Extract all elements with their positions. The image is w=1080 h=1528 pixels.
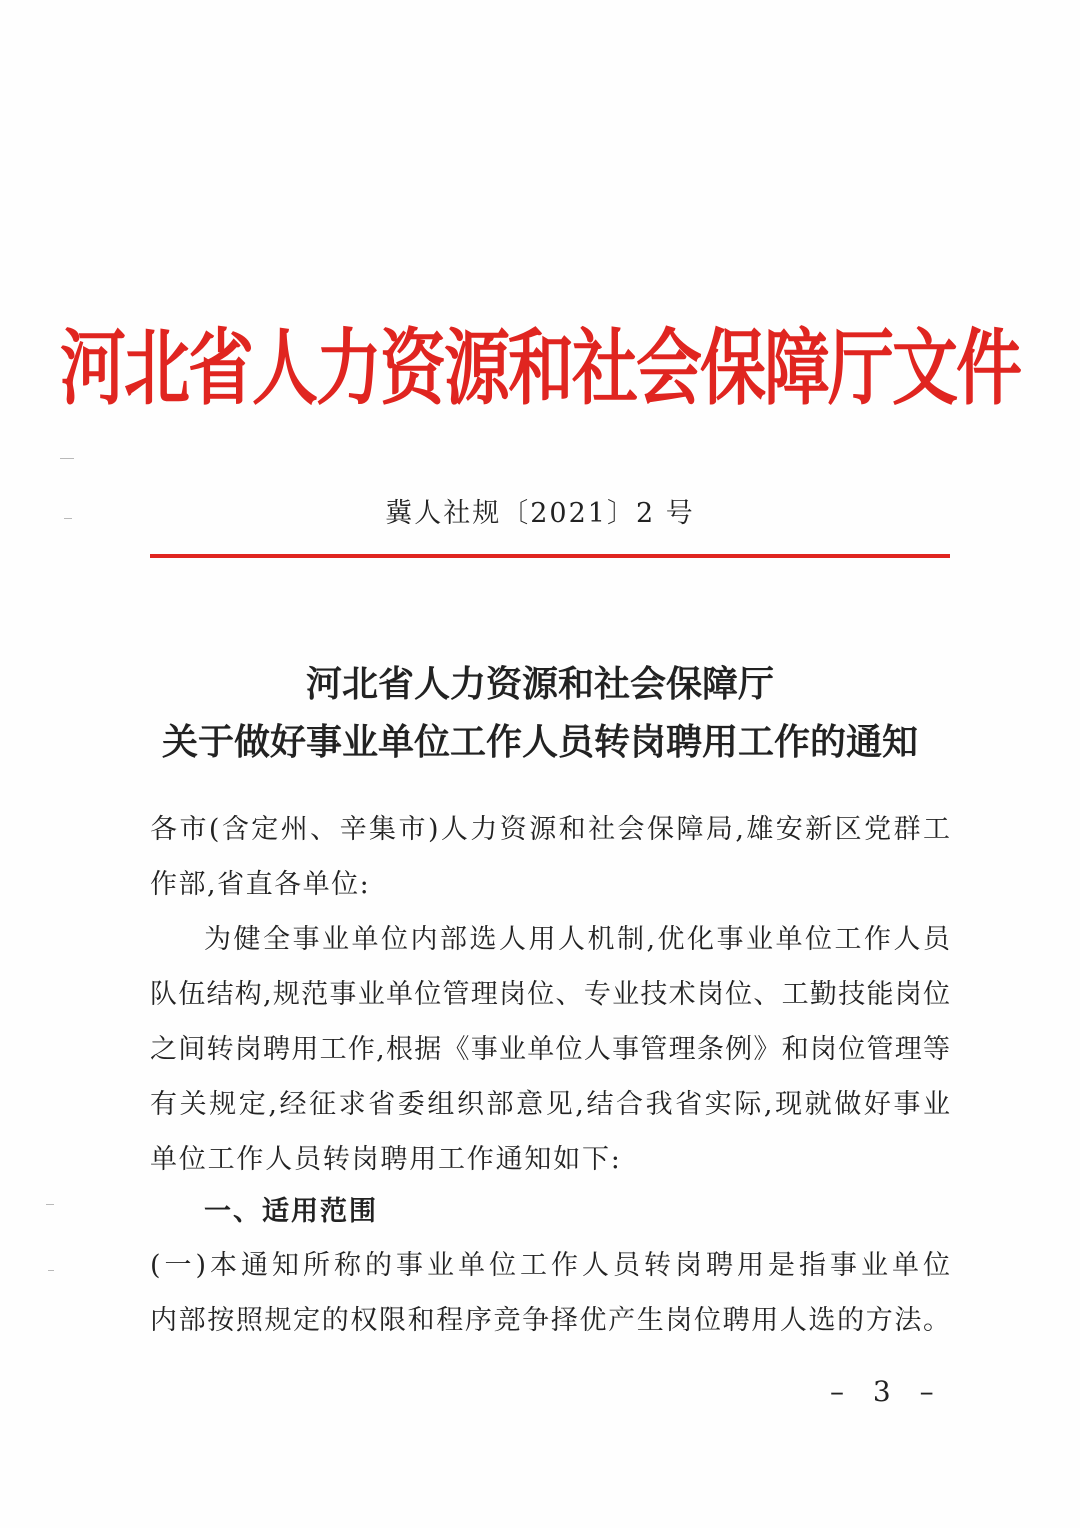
paragraph-1-line-2: 队伍结构,规范事业单位管理岗位、专业技术岗位、工勤技能岗位 [150,979,950,1010]
paragraph-1-line-3: 之间转岗聘用工作,根据《事业单位人事管理条例》和岗位管理等 [150,1034,950,1065]
paragraph-1-line-4: 有关规定,经征求省委组织部意见,结合我省实际,现就做好事业 [150,1089,950,1120]
scan-speck [64,518,72,519]
document-header-title: 河北省人力资源和社会保障厅文件 [60,320,1020,417]
page-number: – 3 – [830,1375,944,1408]
document-number: 冀人社规〔2021〕2 号 [385,498,695,529]
item-1-line-1: (一)本通知所称的事业单位工作人员转岗聘用是指事业单位 [150,1250,950,1281]
item-1-line-2: 内部按照规定的权限和程序竞争择优产生岗位聘用人选的方法。 [150,1305,950,1336]
salutation-line-1: 各市(含定州、辛集市)人力资源和社会保障局,雄安新区党群工 [150,814,950,845]
notice-title-line-2: 关于做好事业单位工作人员转岗聘用工作的通知 [161,721,918,763]
section-1-heading: 一、适用范围 [204,1196,378,1227]
paragraph-1-line-1: 为健全事业单位内部选人用人机制,优化事业单位工作人员 [204,924,950,955]
scan-speck [48,1270,54,1271]
red-separator-line [150,554,950,558]
salutation-line-2: 作部,省直各单位: [150,869,371,900]
scan-speck [60,458,74,459]
scan-speck [46,1204,54,1205]
paragraph-1-line-5: 单位工作人员转岗聘用工作通知如下: [150,1144,622,1175]
notice-title-line-1: 河北省人力资源和社会保障厅 [305,663,774,705]
